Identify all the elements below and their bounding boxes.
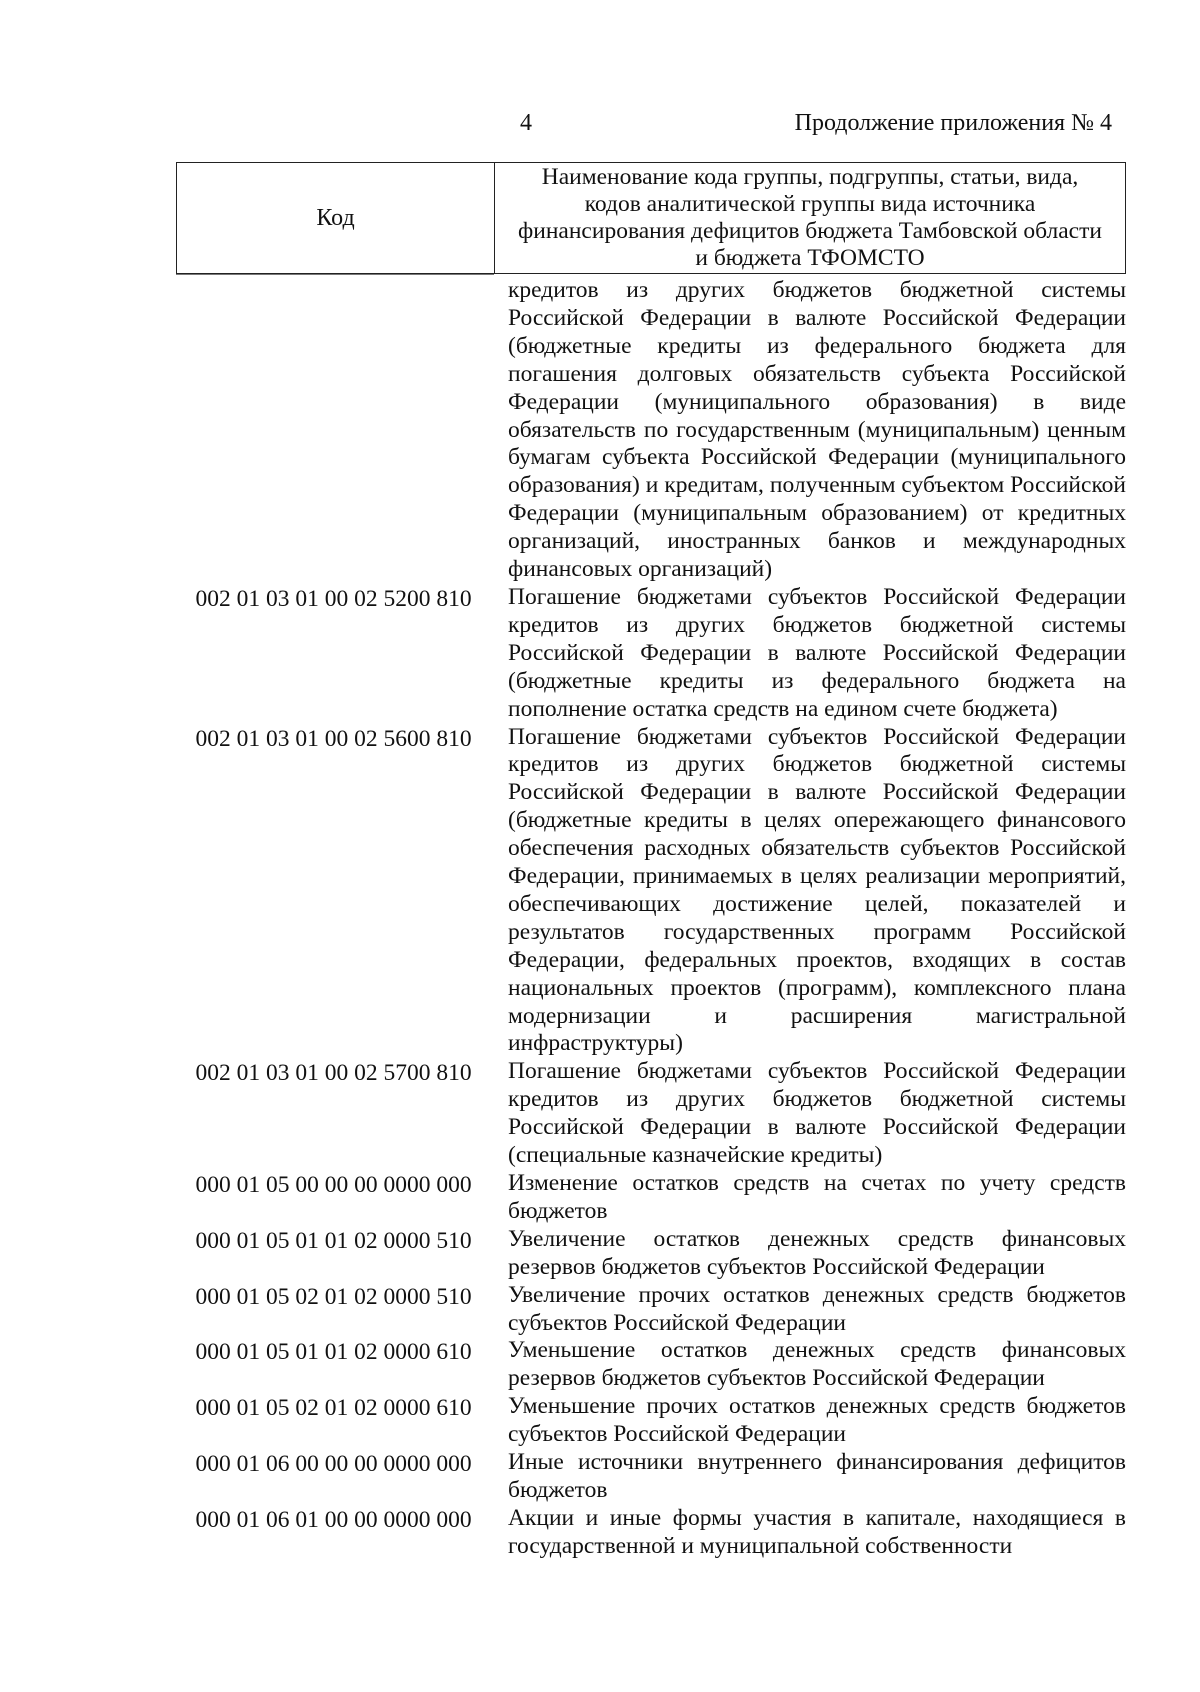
- table-row: [176, 584, 1126, 724]
- table-row: [176, 1170, 1126, 1226]
- row-code: 000 01 06 00 00 00 0000 000: [195, 1451, 472, 1478]
- appendix-continuation-heading: Продолжение приложения № 4: [794, 110, 1112, 136]
- table-row: [176, 1393, 1126, 1449]
- row-name: кредитов из других бюджетов бюджетной системы Российской Федерации в валюте Российской Федерации (бюджетные кредиты из федерального бюджета для погашения долговых обязательств субъекта Российской Федерации (муниципального образования) в виде обязательств по государственным (муниципальным) ценным бумагам субъекта Российской Федерации (муниципального образования) и кредитам, полученным субъектом Российской Федерации (муниципальным образованием) от кредитных организаций, иностранных банков и международных финансовых организаций): [508, 277, 1126, 583]
- row-code: 002 01 03 01 00 02 5200 810: [195, 585, 472, 612]
- table-row: [176, 1282, 1126, 1338]
- row-name: Погашение бюджетами субъектов Российской Федерации кредитов из других бюджетов бюджетной системы Российской Федерации в валюте Российской Федерации (бюджетные кредиты в целях опережающего финансового обеспечения расходных обязательств субъектов Российской Федерации, принимаемых в целях реализации мероприятий, обеспечивающих достижение целей, показателей и результатов государственных программ Российской Федерации, федеральных проектов, входящих в состав национальных проектов (программ), комплексного плана модернизации и расширения магистральной инфраструктуры): [508, 723, 1126, 1057]
- table-row: [176, 1337, 1126, 1393]
- page-number: 4: [520, 110, 532, 136]
- table-row: [176, 1226, 1126, 1282]
- row-name: Увеличение остатков денежных средств финансовых резервов бюджетов субъектов Российской Федерации: [508, 1225, 1126, 1280]
- row-code: 000 01 05 01 01 02 0000 510: [195, 1227, 472, 1254]
- row-name: Погашение бюджетами субъектов Российской Федерации кредитов из других бюджетов бюджетной системы Российской Федерации в валюте Российской Федерации (специальные казначейские кредиты): [508, 1058, 1126, 1169]
- row-name: Иные источники внутреннего финансирования дефицитов бюджетов: [508, 1449, 1126, 1503]
- table-row: [176, 1449, 1126, 1505]
- row-code: 000 01 05 01 01 02 0000 610: [195, 1339, 472, 1366]
- row-code: 000 01 05 02 01 02 0000 610: [195, 1395, 472, 1422]
- divider-line: [176, 274, 494, 275]
- row-code: 000 01 05 00 00 00 0000 000: [195, 1172, 472, 1198]
- table-row: [176, 277, 1126, 584]
- row-name: Уменьшение остатков денежных средств финансовых резервов бюджетов субъектов Российской Федерации: [508, 1337, 1126, 1392]
- table-row: [176, 724, 1126, 1059]
- table-row: [176, 1058, 1126, 1170]
- row-name: Увеличение прочих остатков денежных средств бюджетов субъектов Российской Федерации: [508, 1281, 1126, 1336]
- row-name: Погашение бюджетами субъектов Российской Федерации кредитов из других бюджетов бюджетной системы Российской Федерации в валюте Российской Федерации (бюджетные кредиты из федерального бюджета на пополнение остатка средств на едином счете бюджета): [508, 583, 1126, 722]
- row-code: 000 01 06 01 00 00 0000 000: [195, 1506, 472, 1533]
- row-name: Изменение остатков средств на счетах по учету средств бюджетов: [508, 1170, 1126, 1224]
- header-code-cell: Код: [177, 163, 495, 273]
- row-code: 002 01 03 01 00 02 5600 810: [195, 725, 472, 752]
- table-body: [176, 277, 1126, 1561]
- row-name: Акции и иные формы участия в капитале, находящиеся в государственной и муниципальной собственности: [508, 1504, 1126, 1559]
- row-name: Уменьшение прочих остатков денежных средств бюджетов субъектов Российской Федерации: [508, 1393, 1126, 1448]
- row-code: 000 01 05 02 01 02 0000 510: [195, 1283, 472, 1310]
- row-code: [176, 277, 493, 584]
- table-header: [176, 162, 1126, 274]
- row-code: 002 01 03 01 00 02 5700 810: [195, 1060, 472, 1087]
- header-name-cell: Наименование кода группы, подгруппы, статьи, вида, кодов аналитической группы вида источника финансирования дефицитов бюджета Тамбовской области и бюджета ТФОМСТО: [518, 164, 1102, 271]
- table-row: [176, 1505, 1126, 1561]
